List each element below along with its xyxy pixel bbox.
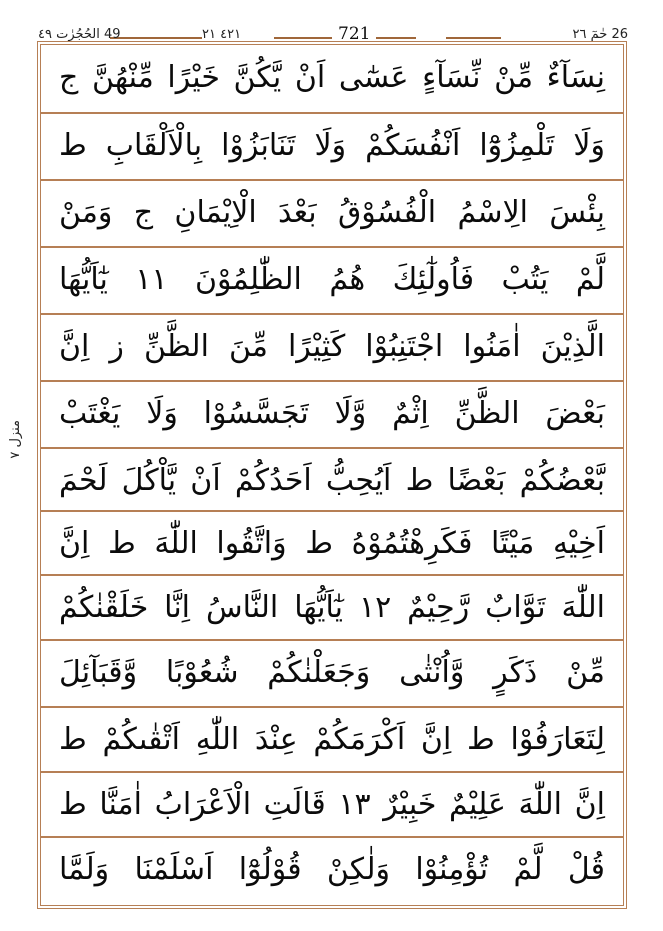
verse-line-3: بِئْسَ الِاسْمُ الْفُسُوْقُ بَعْدَ الْاِيْمَانِ ج وَمَنْ <box>59 195 605 230</box>
juz-label: 26 حٰمٓ ٢٦ <box>572 27 628 42</box>
verse-line-8: اَخِيْهِ مَيْتًا فَكَرِهْتُمُوْهُ ط وَاتَّقُوا اللّٰهَ ط اِنَّ <box>59 526 605 561</box>
verse-line-2: وَلَا تَلْمِزُوْٓا اَنْفُسَكُمْ وَلَا تَنَابَزُوْا بِالْاَلْقَابِ ط <box>59 128 605 163</box>
header-rule <box>446 37 501 39</box>
verse-line-13: قُلْ لَّمْ تُؤْمِنُوْا وَلٰكِنْ قُوْلُوْٓا اَسْلَمْنَا وَلَمَّا <box>59 852 605 887</box>
verse-line-12: اِنَّ اللّٰهَ عَلِيْمٌ خَبِيْرٌ ١٣ قَالَتِ الْاَعْرَابُ اٰمَنَّا ط <box>59 787 605 822</box>
verse-line-5: الَّذِيْنَ اٰمَنُوا اجْتَنِبُوْا كَثِيْرًا مِّنَ الظَّنِّ ز اِنَّ <box>59 329 605 364</box>
verse-line-11: لِتَعَارَفُوْا ط اِنَّ اَكْرَمَكُمْ عِنْدَ اللّٰهِ اَتْقٰىكُمْ ط <box>59 722 605 757</box>
header-rule <box>274 37 332 39</box>
verse-line-7: بَّعْضُكُمْ بَعْضًا ط اَيُحِبُّ اَحَدُكُمْ اَنْ يَّاْكُلَ لَحْمَ <box>59 463 605 498</box>
verse-line-6: بَعْضَ الظَّنِّ اِثْمٌ وَّلَا تَجَسَّسُوْا وَلَا يَغْتَبْ <box>59 396 605 431</box>
ruku-label: ٤٢١ ٢١ <box>202 27 242 42</box>
header-rule <box>376 37 416 39</box>
verse-line-4: لَّمْ يَتُبْ فَاُولٰٓئِكَ هُمُ الظّٰلِمُوْنَ ١١ يٰٓاَيُّهَا <box>59 262 605 297</box>
manzil-note: منزل ٧ <box>8 420 23 459</box>
page-number: 721 <box>338 24 371 44</box>
verse-line-1: نِسَآءٌ مِّنْ نِّسَآءٍ عَسٰٓى اَنْ يَّكُنَّ خَيْرًا مِّنْهُنَّ ج <box>59 60 605 95</box>
header-rule <box>110 37 202 39</box>
surah-label: 49 الحُجُرٰت ٤٩ <box>38 27 121 42</box>
verse-line-9: اللّٰهَ تَوَّابٌ رَّحِيْمٌ ١٢ يٰٓاَيُّهَا النَّاسُ اِنَّا خَلَقْنٰكُمْ <box>59 590 605 625</box>
verse-line-10: مِّنْ ذَكَرٍ وَّاُنْثٰى وَجَعَلْنٰكُمْ شُعُوْبًا وَّقَبَآئِلَ <box>59 655 605 690</box>
